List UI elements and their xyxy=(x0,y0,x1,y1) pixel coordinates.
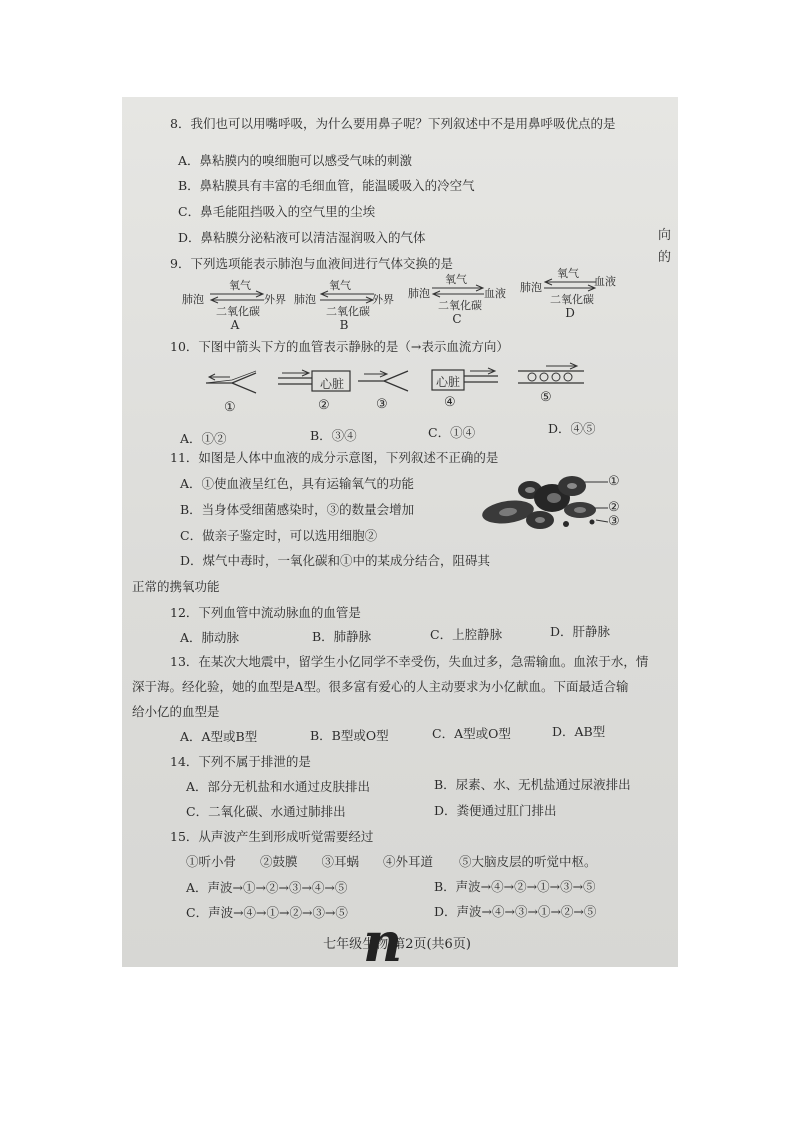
question-8-option-d: D．鼻粘膜分泌粘液可以清洁湿润吸入的气体 xyxy=(178,230,426,245)
question-11-stem: 11．如图是人体中血液的成分示意图，下列叙述不正确的是 xyxy=(170,450,499,465)
double-arrow-icon xyxy=(430,284,486,298)
question-15-option-b: B．声波→④→②→①→③→⑤ xyxy=(434,879,596,894)
question-13-option-c: C．A型或O型 xyxy=(432,726,511,741)
question-11-option-a: A．①使血液呈红色，具有运输氧气的功能 xyxy=(180,476,415,491)
diagram-right-label: 血液 xyxy=(484,287,506,300)
double-arrow-icon xyxy=(542,278,598,292)
diagram-left-label: 肺泡 xyxy=(294,293,316,306)
diagram-left-label: 肺泡 xyxy=(408,287,430,300)
diagram-right-label: 血液 xyxy=(594,275,616,288)
edge-glyph: 向 xyxy=(658,228,672,243)
diagram-bottom-label: 二氧化碳 xyxy=(216,305,260,318)
diagram-top-label: 氧气 xyxy=(445,273,467,286)
question-11-option-d: D．煤气中毒时，一氧化碳和①中的某成分结合，阻碍其 xyxy=(180,553,491,568)
question-12-option-a: A．肺动脉 xyxy=(180,630,240,645)
question-10-option-d: D．④⑤ xyxy=(548,421,596,436)
question-13-line-2: 深于海。经化验，她的血型是A型。很多富有爱心的人主动要求为小亿献血。下面最适合输 xyxy=(132,679,629,694)
watermark-logo: n xyxy=(363,910,403,974)
question-13-option-b: B．B型或O型 xyxy=(310,728,389,743)
blood-cells-illustration xyxy=(480,468,620,540)
diagram-right-label: 外界 xyxy=(264,293,286,306)
diagram-number-4: ④ xyxy=(444,395,456,410)
vessel-diagram-1 xyxy=(204,370,260,396)
question-13-line-3: 给小亿的血型是 xyxy=(132,704,220,719)
question-12-option-b: B．肺静脉 xyxy=(312,629,372,644)
diagram-top-label: 氧气 xyxy=(557,267,579,280)
diagram-number-3: ③ xyxy=(376,397,388,412)
diagram-letter: B xyxy=(339,318,349,332)
question-9-stem: 9．下列选项能表示肺泡与血液间进行气体交换的是 xyxy=(170,256,453,271)
cut-off-edge-text xyxy=(658,225,678,269)
diagram-bottom-label: 二氧化碳 xyxy=(438,299,482,312)
diagram-letter: D xyxy=(565,306,575,320)
blood-label-1: ① xyxy=(608,474,620,489)
part-2: ②鼓膜 xyxy=(259,854,298,869)
diagram-letter: C xyxy=(452,312,462,326)
question-15-stem: 15．从声波产生到形成听觉需要经过 xyxy=(170,829,374,844)
question-8-stem: 8．我们也可以用嘴呼吸，为什么要用鼻子呢？下列叙述中不是用鼻呼吸优点的是 xyxy=(170,116,616,131)
diagram-letter: A xyxy=(230,318,240,332)
question-10-stem: 10．下图中箭头下方的血管表示静脉的是（→表示血流方向） xyxy=(170,339,509,354)
question-14-option-b: B．尿素、水、无机盐通过尿液排出 xyxy=(434,777,631,792)
part-5: ⑤大脑皮层的听觉中枢。 xyxy=(458,854,597,869)
diagram-top-label: 氧气 xyxy=(329,279,351,292)
heart-label: 心脏 xyxy=(319,377,344,391)
double-arrow-icon xyxy=(318,290,376,304)
question-10-option-c: C．①④ xyxy=(428,425,476,440)
question-13-option-a: A．A型或B型 xyxy=(180,729,258,744)
diagram-bottom-label: 二氧化碳 xyxy=(326,305,370,318)
vessel-diagram-3 xyxy=(356,368,412,394)
question-15-option-a: A．声波→①→②→③→④→⑤ xyxy=(186,880,348,895)
diagram-number-5: ⑤ xyxy=(540,390,552,405)
question-8-option-b: B．鼻粘膜具有丰富的毛细血管，能温暖吸入的冷空气 xyxy=(178,178,475,193)
question-15-option-d: D．声波→④→③→①→②→⑤ xyxy=(434,904,597,919)
question-11-option-b: B．当身体受细菌感染时，③的数量会增加 xyxy=(180,502,415,517)
question-10-option-b: B．③④ xyxy=(310,428,357,443)
diagram-right-label: 外界 xyxy=(372,293,394,306)
blood-label-2: ② xyxy=(608,500,620,515)
diagram-top-label: 氧气 xyxy=(229,279,251,292)
page-footer: 七年级生物 第2页(共6页) xyxy=(323,937,471,952)
question-11-continuation: 正常的携氧功能 xyxy=(132,579,220,594)
heart-label: 心脏 xyxy=(435,375,460,389)
diagram-number-1: ① xyxy=(224,400,236,415)
question-14-option-d: D．粪便通过肛门排出 xyxy=(434,803,557,818)
diagram-number-2: ② xyxy=(318,398,330,413)
question-15-option-c: C．声波→④→①→②→③→⑤ xyxy=(186,905,348,920)
vessel-diagram-5 xyxy=(516,362,586,388)
double-arrow-icon xyxy=(208,290,266,304)
question-11-option-c: C．做亲子鉴定时，可以选用细胞② xyxy=(180,528,378,543)
part-1: ①听小骨 xyxy=(186,854,237,869)
question-10-option-a: A．①② xyxy=(180,431,227,446)
question-14-stem: 14．下列不属于排泄的是 xyxy=(170,754,311,769)
blood-label-3: ③ xyxy=(608,514,620,529)
question-13-option-d: D．AB型 xyxy=(552,724,606,739)
question-15-parts xyxy=(186,852,596,870)
part-3: ③耳蜗 xyxy=(321,854,359,869)
question-8-option-c: C．鼻毛能阻挡吸入的空气里的尘埃 xyxy=(178,204,376,219)
edge-glyph: 的 xyxy=(658,250,672,265)
part-4: ④外耳道 xyxy=(382,854,433,869)
diagram-left-label: 肺泡 xyxy=(182,293,204,306)
question-12-stem: 12．下列血管中流动脉血的血管是 xyxy=(170,605,361,620)
question-12-option-c: C．上腔静脉 xyxy=(430,627,503,642)
question-14-option-a: A．部分无机盐和水通过皮肤排出 xyxy=(186,779,371,794)
diagram-bottom-label: 二氧化碳 xyxy=(550,293,594,306)
diagram-left-label: 肺泡 xyxy=(520,281,542,294)
question-8-option-a: A．鼻粘膜内的嗅细胞可以感受气味的刺激 xyxy=(178,153,413,168)
question-14-option-c: C．二氧化碳、水通过肺排出 xyxy=(186,804,346,819)
question-12-option-d: D．肝静脉 xyxy=(550,624,611,639)
question-13-line-1: 13．在某次大地震中，留学生小亿同学不幸受伤，失血过多，急需输血。血浓于水，情 xyxy=(170,654,649,669)
